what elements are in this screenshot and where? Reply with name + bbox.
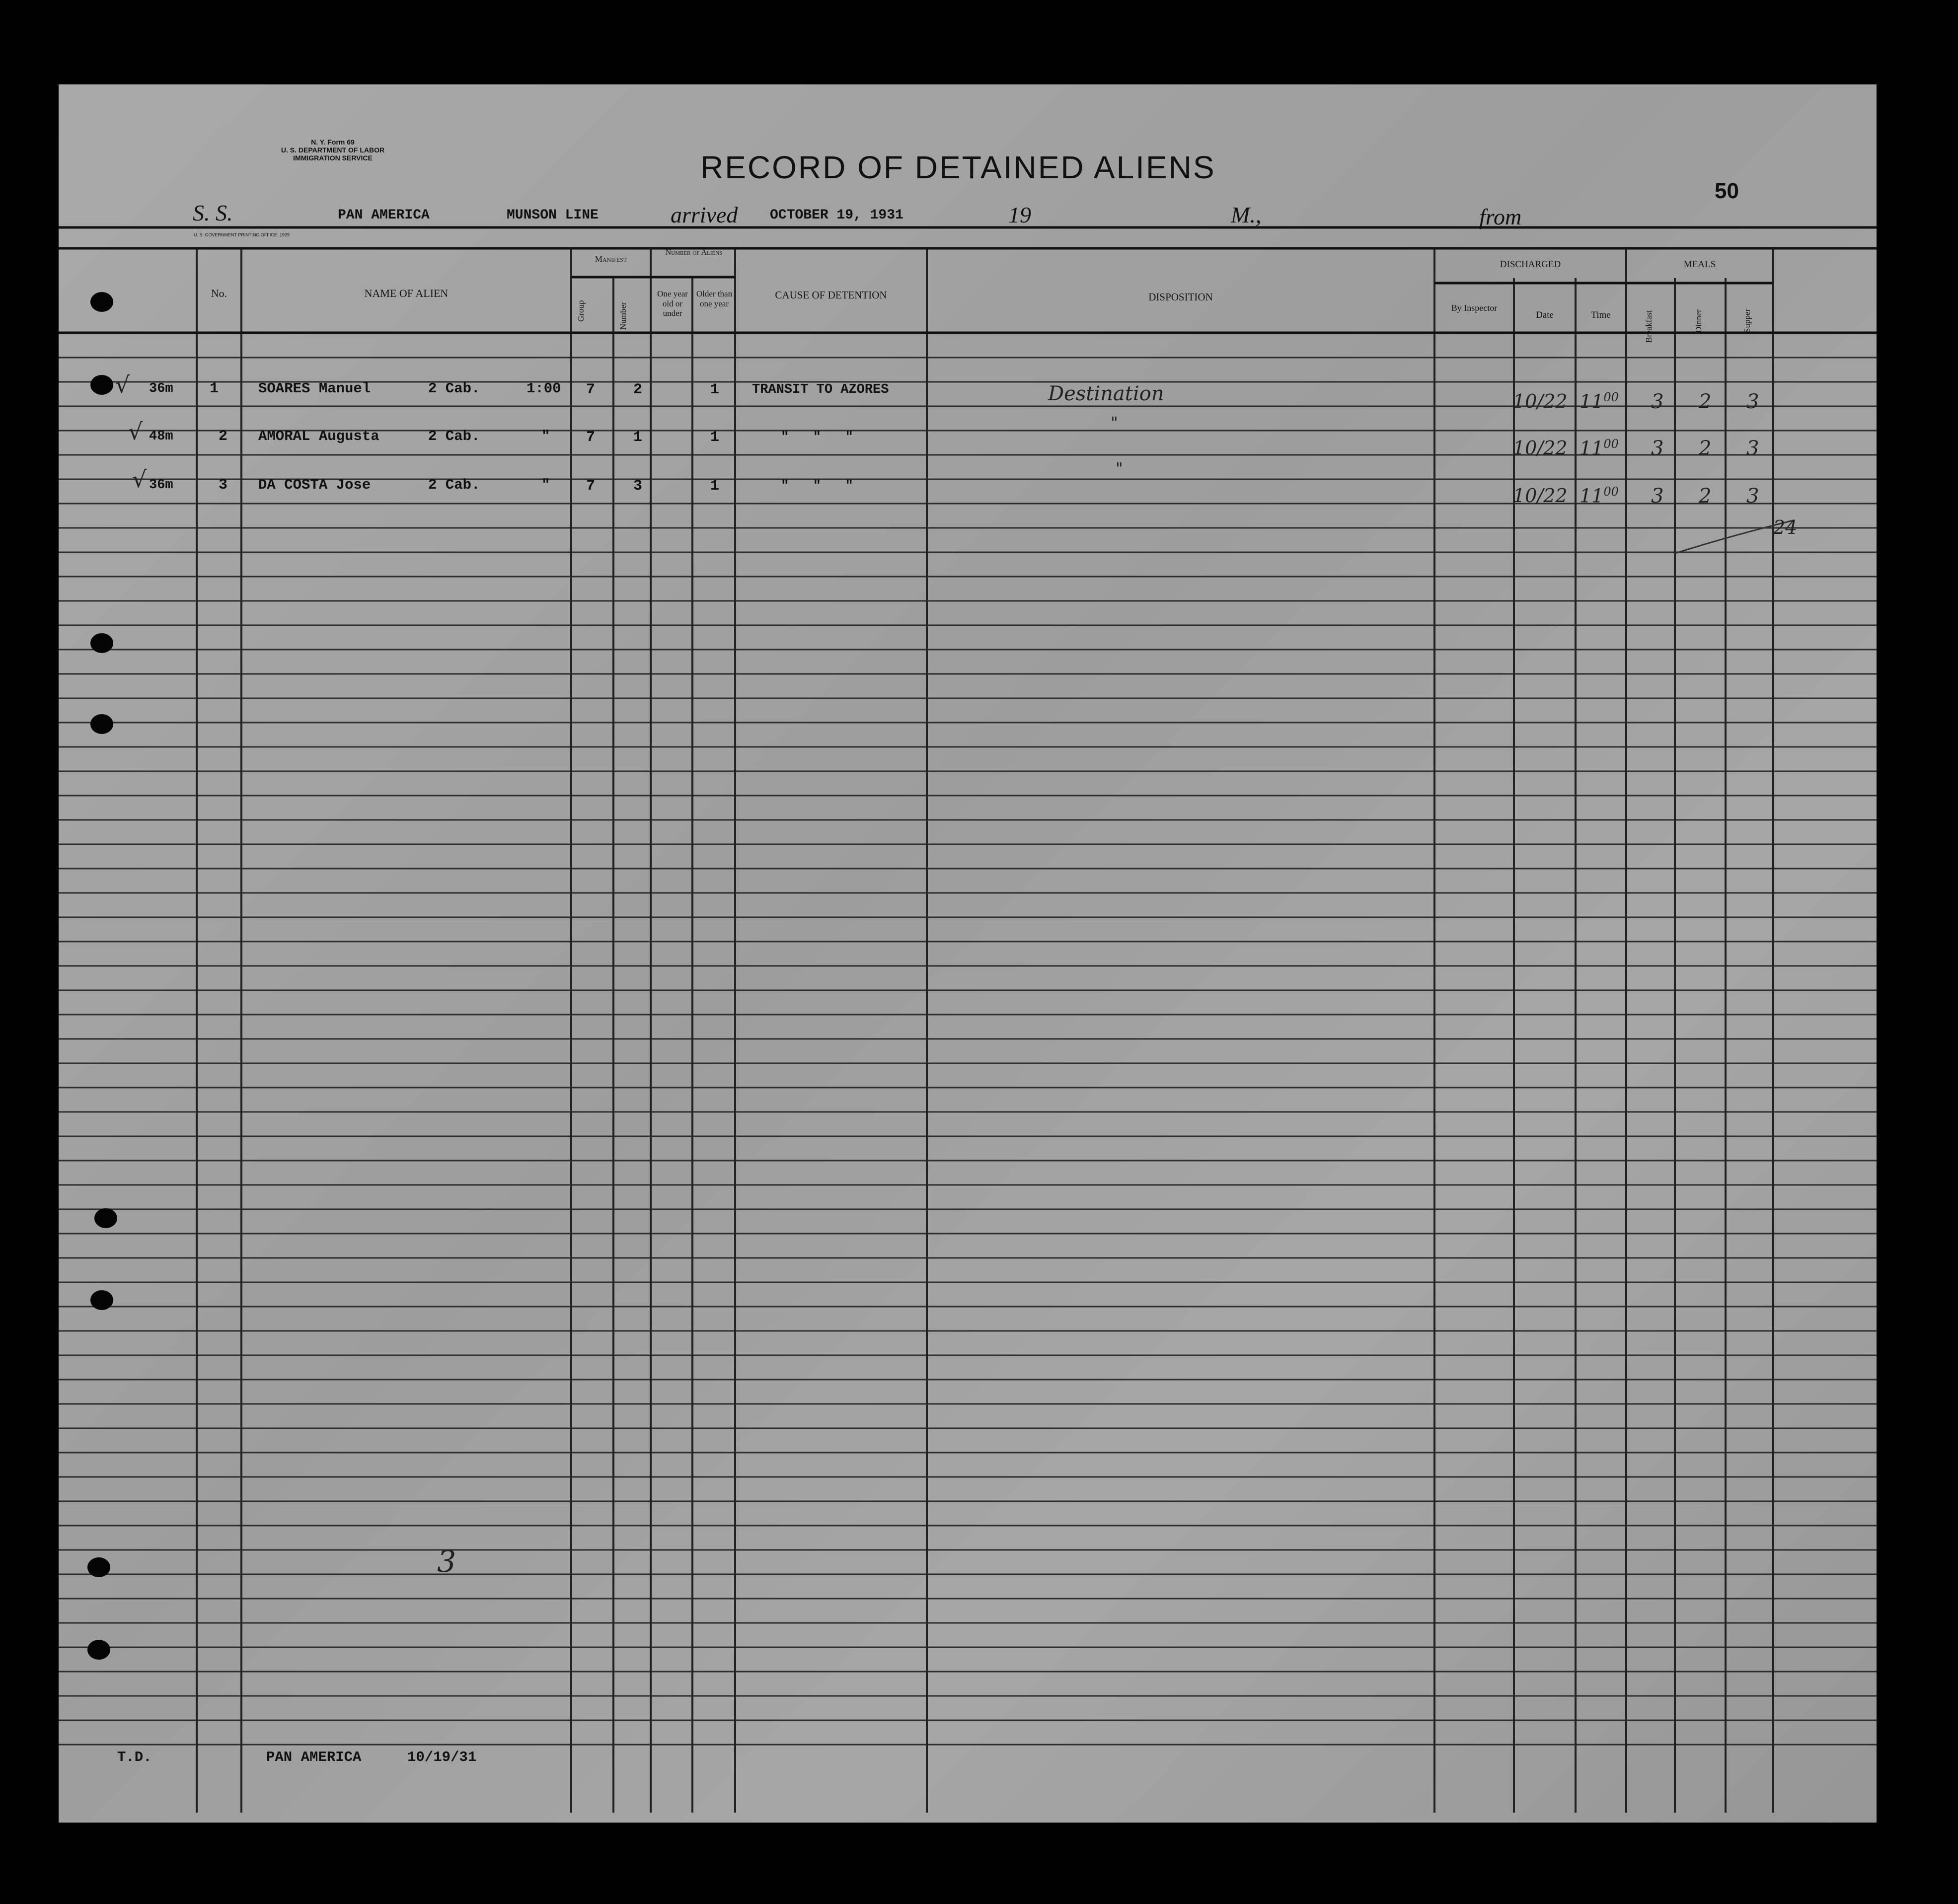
dinner-count: 2 xyxy=(1699,485,1712,508)
punch-hole xyxy=(87,1557,110,1577)
time-minutes: 00 xyxy=(1603,485,1619,499)
time-hour: 11 xyxy=(1580,437,1604,459)
detention-cause: " " " xyxy=(781,479,853,494)
year-prefix: 19 xyxy=(1008,202,1031,227)
col-time-header: Time xyxy=(1591,310,1611,320)
handwritten-count: 3 xyxy=(437,1544,456,1579)
arrived-label: arrived xyxy=(671,202,738,227)
breakfast-count: 3 xyxy=(1651,437,1664,460)
punch-hole xyxy=(94,1208,117,1228)
older-count: 1 xyxy=(710,478,720,495)
manifest-group: 7 xyxy=(586,478,596,495)
row-number: 3 xyxy=(219,477,228,494)
col-number-header: Number xyxy=(618,302,628,330)
passenger-class: 2 Cab. xyxy=(428,428,480,444)
ship-name: PAN AMERICA xyxy=(338,208,430,223)
supper-count: 3 xyxy=(1746,390,1759,413)
time-hour: 11 xyxy=(1580,485,1604,507)
discharge-date: 10/22 xyxy=(1513,437,1568,459)
dinner-count: 2 xyxy=(1699,437,1712,460)
footer-ship: PAN AMERICA xyxy=(266,1749,362,1765)
row-number: 2 xyxy=(219,428,228,445)
older-count: 1 xyxy=(710,429,720,446)
manifest-group: 7 xyxy=(586,381,596,398)
detention-cause: TRANSIT TO AZORES xyxy=(752,382,889,397)
punch-hole xyxy=(90,633,113,653)
col-older-header: Older than one year xyxy=(696,289,733,308)
service-name: IMMIGRATION SERVICE xyxy=(293,154,373,162)
time-hour: 11 xyxy=(1580,390,1604,413)
form-id-block xyxy=(268,138,397,162)
m-label: M., xyxy=(1231,202,1262,227)
supper-count: 3 xyxy=(1746,437,1759,460)
alien-name: DA COSTA Jose xyxy=(258,477,371,493)
detention-cause: " " " xyxy=(781,430,853,445)
col-meals-header: MEALS xyxy=(1683,259,1716,270)
disposition: " xyxy=(1111,413,1118,432)
footer-code: T.D. xyxy=(117,1749,152,1765)
punch-hole xyxy=(90,1290,113,1310)
disposition: Destination xyxy=(1048,382,1164,405)
dinner-count: 2 xyxy=(1699,390,1712,413)
margin-note: 48m xyxy=(149,429,173,444)
punch-hole xyxy=(90,292,113,312)
time-minutes: 00 xyxy=(1603,437,1619,451)
department-name: U. S. DEPARTMENT OF LABOR xyxy=(281,146,385,154)
col-date-header: Date xyxy=(1536,310,1554,320)
arrival-date: OCTOBER 19, 1931 xyxy=(770,208,904,223)
discharge-date: 10/22 xyxy=(1513,485,1568,507)
printer-imprint: U. S. GOVERNMENT PRINTING OFFICE: 1929 xyxy=(194,232,290,237)
discharge-time xyxy=(1580,437,1619,459)
discharge-date: 10/22 xyxy=(1513,390,1568,412)
check-mark: √ xyxy=(132,466,147,493)
passenger-class: 2 Cab. xyxy=(428,380,480,397)
manifest-number: 2 xyxy=(633,381,643,398)
punch-hole xyxy=(87,1640,110,1660)
margin-note: 36m xyxy=(149,478,173,493)
col-one-year-header: One year old or under xyxy=(657,289,688,318)
breakfast-count: 3 xyxy=(1651,390,1664,413)
page-number: 50 xyxy=(1715,179,1739,203)
col-group-header: Group xyxy=(576,300,586,322)
alien-name: SOARES Manuel xyxy=(258,380,371,397)
col-discharged-header: DISCHARGED xyxy=(1500,259,1561,270)
manifest-group: 7 xyxy=(586,429,596,446)
discharge-time xyxy=(1580,485,1619,507)
page-title: RECORD OF DETAINED ALIENS xyxy=(700,149,1216,185)
manifest-number: 1 xyxy=(633,429,643,446)
detention-time: " xyxy=(541,428,550,444)
detention-time: " xyxy=(541,477,550,493)
col-manifest-header: Manifest xyxy=(595,254,627,264)
col-dinner-header: Dinner xyxy=(1694,309,1703,333)
from-label: from xyxy=(1479,204,1522,229)
check-mark: √ xyxy=(115,371,130,398)
row-number: 1 xyxy=(210,380,219,397)
shipping-line: MUNSON LINE xyxy=(507,208,599,223)
margin-note: 36m xyxy=(149,381,173,396)
col-name-header: NAME OF ALIEN xyxy=(364,287,449,299)
col-cause-header: CAUSE OF DETENTION xyxy=(775,289,887,301)
col-supper-header: Supper xyxy=(1742,308,1752,333)
alien-name: AMORAL Augusta xyxy=(258,428,379,444)
col-aliens-header: Number of Aliens xyxy=(665,248,723,257)
col-inspector-header: By Inspector xyxy=(1451,303,1498,313)
col-no-header: No. xyxy=(211,287,227,299)
punch-hole xyxy=(90,375,113,395)
disposition: " xyxy=(1116,459,1123,478)
manifest-number: 3 xyxy=(633,478,643,495)
breakfast-count: 3 xyxy=(1651,485,1664,508)
footer-date: 10/19/31 xyxy=(407,1749,477,1765)
form-number: N. Y. Form 69 xyxy=(311,138,355,146)
time-minutes: 00 xyxy=(1603,390,1619,404)
col-breakfast-header: Breakfast xyxy=(1644,310,1654,343)
passenger-class: 2 Cab. xyxy=(428,477,480,493)
col-disposition-header: DISPOSITION xyxy=(1148,291,1213,303)
discharge-time xyxy=(1580,390,1619,413)
meals-total: 24 xyxy=(1773,516,1798,538)
check-mark: √ xyxy=(128,418,143,445)
supper-count: 3 xyxy=(1746,485,1759,508)
detention-time: 1:00 xyxy=(527,380,561,397)
older-count: 1 xyxy=(710,381,720,398)
ss-label: S. S. xyxy=(193,200,233,225)
punch-hole xyxy=(90,714,113,734)
